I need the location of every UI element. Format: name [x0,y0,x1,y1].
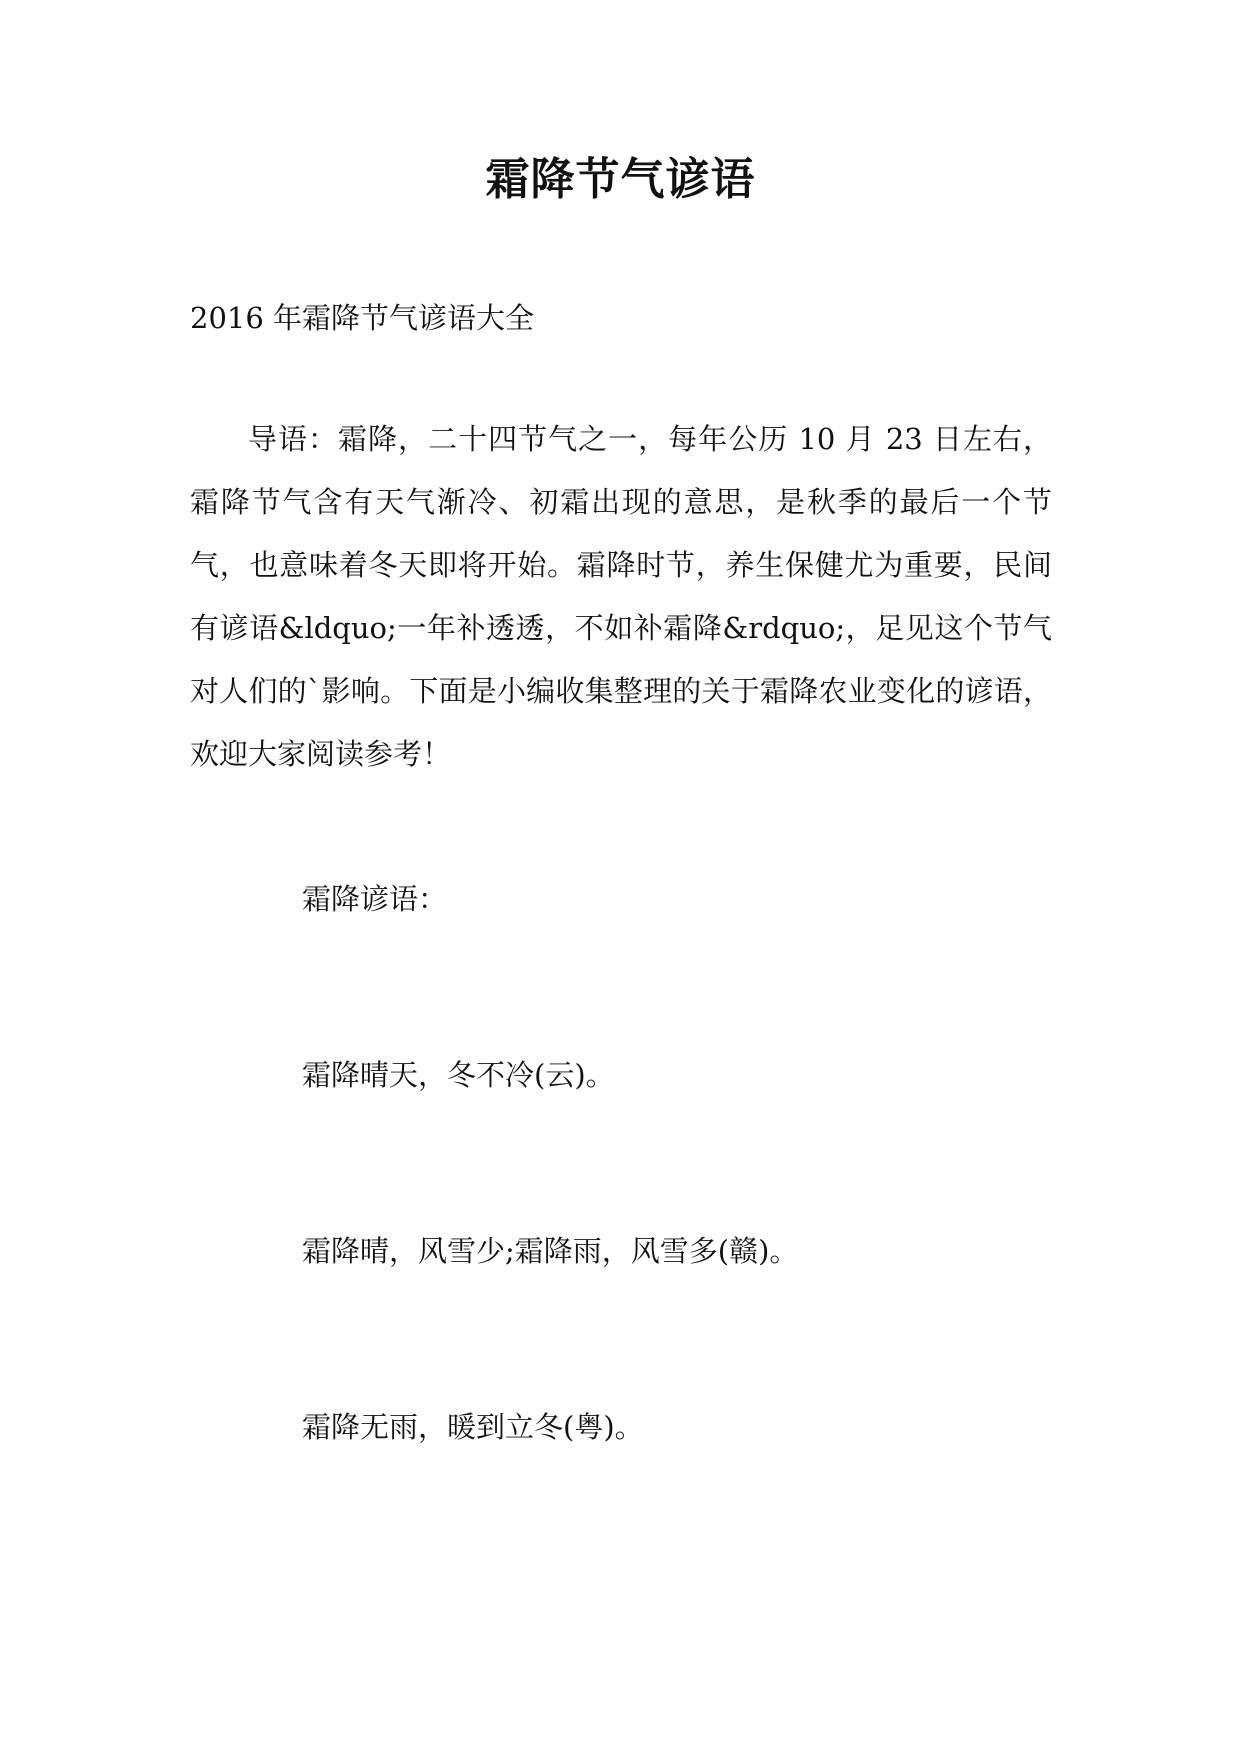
saying-line: 霜降无雨，暖到立冬(粤)。 [302,1410,644,1444]
intro-paragraph: 导语：霜降，二十四节气之一，每年公历 10 月 23 日左右，霜降节气含有天气渐冷、初霜出现的意思，是秋季的最后一个节气，也意味着冬天即将开始。霜降时节，养生保健尤为重要，民间有谚语&ldquo;一年补透透，不如补霜降&rdquo;，足见这个节气对人们的`影响。下面是小编收集整理的关于霜降农业变化的谚语，欢迎大家阅读参考！ [190,422,1052,771]
saying-line: 霜降晴，风雪少;霜降雨，风雪多(赣)。 [302,1234,799,1268]
section-heading: 霜降谚语： [302,882,448,916]
document-title: 霜降节气谚语 [485,154,756,205]
saying-line: 霜降晴天，冬不冷(云)。 [302,1058,615,1092]
document-subtitle: 2016 年霜降节气谚语大全 [190,301,535,335]
